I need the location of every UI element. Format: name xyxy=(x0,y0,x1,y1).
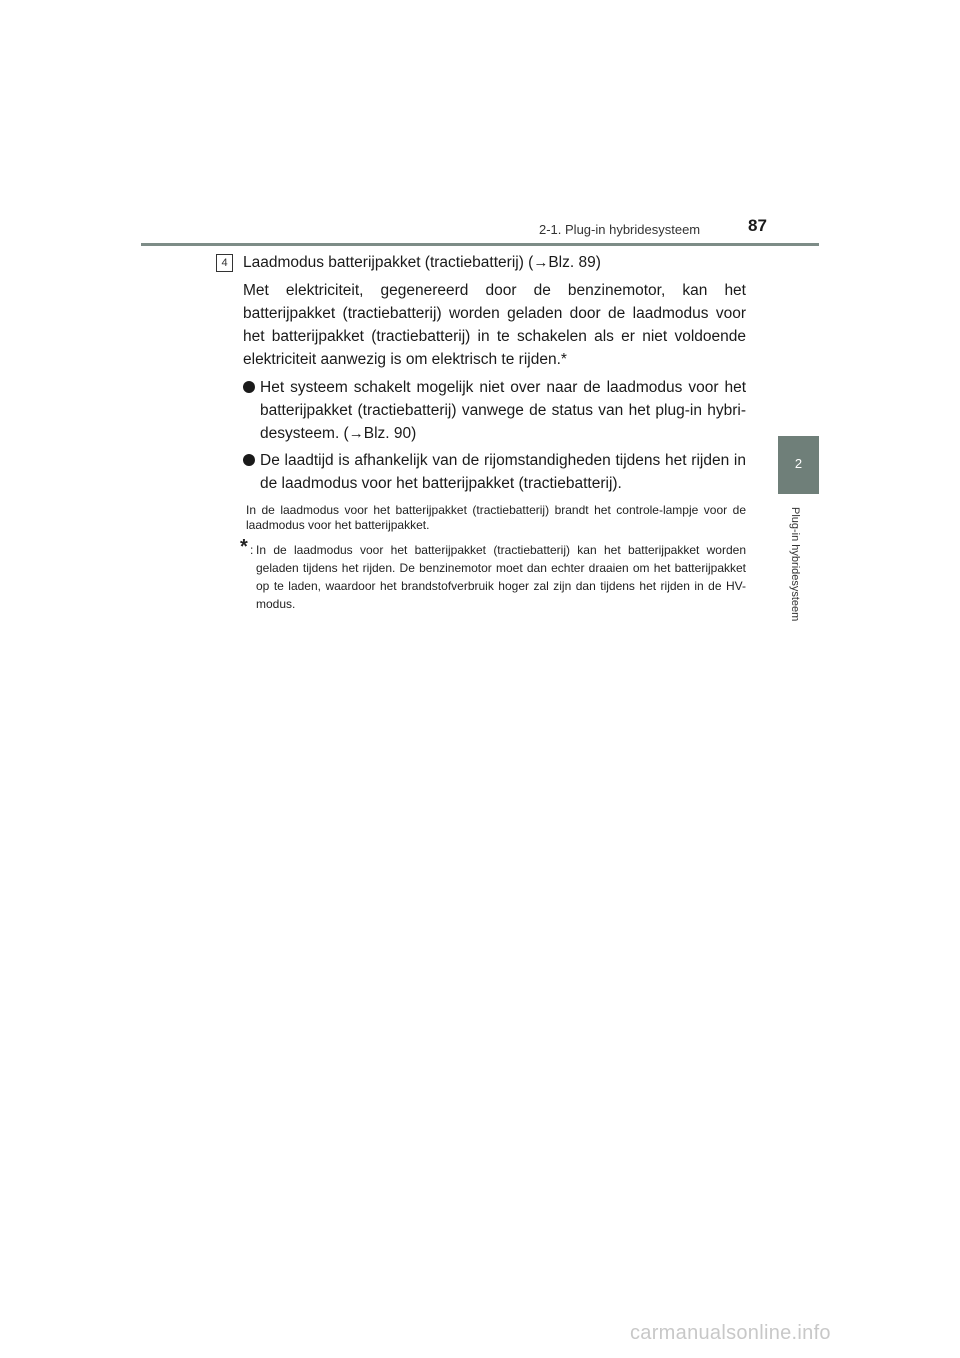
arrow-right-icon: → xyxy=(348,425,364,442)
item-number-badge: 4 xyxy=(216,254,233,272)
list-item xyxy=(243,449,746,495)
section-title: 2-1. Plug-in hybridesysteem xyxy=(539,222,701,237)
item-heading-ref: Blz. 89) xyxy=(548,254,601,271)
footnote-colon: : xyxy=(250,543,254,557)
item-body: Met elektriciteit, gegenereerd door de benzinemotor, kan het batterijpakket (tractiebatterij) worden geladen door de laadmodus voor het batterijpakket (tractiebatterij) in te schakelen als er niet voldoende elektriciteit aanwezig is om elektrisch te rijden.* xyxy=(243,282,746,368)
bullet-dot-icon xyxy=(243,454,255,466)
chapter-tab: 2 xyxy=(778,436,819,494)
bullet-ref: Blz. 90) xyxy=(363,425,417,442)
item-heading xyxy=(216,252,746,274)
footnote xyxy=(240,536,746,613)
chapter-label: Plug-in hybridesysteem xyxy=(789,507,801,622)
main-content xyxy=(216,252,746,613)
bullet-dot-icon xyxy=(243,381,255,393)
bullet-list xyxy=(243,376,746,495)
page-number: 87 xyxy=(748,216,767,235)
item-heading-text: Laadmodus batterijpakket (tractiebatterij) ( xyxy=(243,254,534,271)
watermark: carmanualsonline.info xyxy=(630,1322,831,1344)
item-note: In de laadmodus voor het batterijpakket (tractiebatterij) brandt het controle-lampje voor de laadmodus voor het batterijpakket. xyxy=(246,503,746,532)
bullet-text: Het systeem schakelt mogelijk niet over naar de laadmodus voor het batterijpakket (tractiebatterij) vanwege de status van het plug-in hybri-desysteem. ( xyxy=(260,379,746,442)
footnote-text: In de laadmodus voor het batterijpakket (tractiebatterij) kan het batterijpakket worden geladen tijdens het rijden. De benzinemotor moet dan echter draaien om het batterijpakket op te laden, waardoor het brandstofverbruik hoger zal zijn dan tijdens het rijden in de HV-modus. xyxy=(256,543,746,611)
page-header xyxy=(0,0,960,250)
footnote-mark: * xyxy=(240,536,248,558)
list-item xyxy=(243,376,746,445)
header-rule xyxy=(141,243,819,246)
bullet-text: De laadtijd is afhankelijk van de rijomstandigheden tijdens het rijden in de laadmodus voor het batterijpakket (tractiebatterij). xyxy=(260,452,746,492)
arrow-right-icon: → xyxy=(533,254,549,271)
